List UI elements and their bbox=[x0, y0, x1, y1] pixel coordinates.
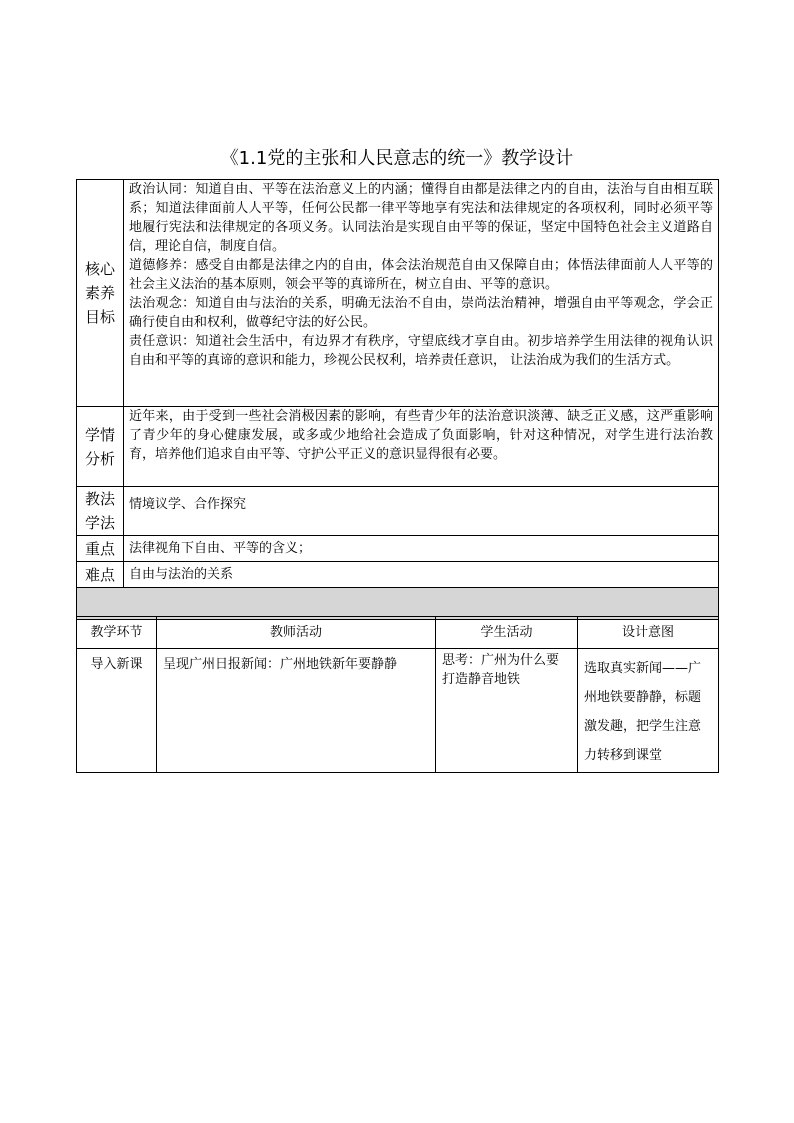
header-teacher: 教师活动 bbox=[157, 617, 436, 649]
learner-analysis-label: 学情 分析 bbox=[77, 407, 124, 487]
learner-analysis-content: 近年来，由于受到一些社会消极因素的影响，有些青少年的法治意识淡薄、缺乏正义感，这严重影响了青少年的身心健康发展，或多或少地给社会造成了负面影响，针对这种情况，对学生进行法治教育，培养他们追求自由平等、守护公平正义的意识显得很有必要。 bbox=[124, 407, 719, 487]
page-title: 《1.1党的主张和人民意志的统一》教学设计 bbox=[220, 148, 574, 169]
method-row bbox=[77, 487, 719, 536]
gray-divider bbox=[77, 588, 719, 620]
key-point-row bbox=[77, 536, 719, 562]
table-row bbox=[77, 649, 719, 773]
header-stage: 教学环节 bbox=[77, 617, 157, 649]
activities-header-row bbox=[77, 617, 719, 649]
student-activity-cell: 思考：广州为什么要打造静音地铁 bbox=[436, 649, 578, 773]
teaching-design-table bbox=[76, 179, 719, 620]
design-intent-cell: 选取真实新闻——广州地铁要静静，标题激发趣，把学生注意力转移到课堂 bbox=[578, 649, 719, 773]
difficult-point-content: 自由与法治的关系 bbox=[124, 562, 719, 588]
header-intent: 设计意图 bbox=[578, 617, 719, 649]
core-literacy-label: 核心 素养 目标 bbox=[77, 180, 124, 407]
teacher-activity-cell: 呈现广州日报新闻：广州地铁新年要静静 bbox=[157, 649, 436, 773]
rule-of-law-text: 法治观念：知道自由与法治的关系，明确无法治不自由，崇尚法治精神，增强自由平等观念，学会正确行使自由和权利，做尊纪守法的好公民。 bbox=[129, 296, 713, 330]
key-point-content: 法律视角下自由、平等的含义； bbox=[124, 536, 719, 562]
method-label: 教法 学法 bbox=[77, 487, 124, 536]
key-point-label: 重点 bbox=[77, 536, 124, 562]
stage-cell: 导入新课 bbox=[77, 649, 157, 773]
moral-cultivation-text: 道德修养：感受自由都是法律之内的自由，体会法治规范自由又保障自由；体悟法律面前人人平等的社会主义法治的基本原则，领会平等的真谛所在，树立自由、平等的意识。 bbox=[129, 258, 713, 292]
responsibility-text: 责任意识：知道社会生活中，有边界才有秩序，守望底线才享自由。初步培养学生用法律的视角认识自由和平等的真谛的意识和能力，珍视公民权利，培养责任意识， 让法治成为我们的生活方式。 bbox=[129, 334, 713, 368]
difficult-point-label: 难点 bbox=[77, 562, 124, 588]
core-literacy-row bbox=[77, 180, 719, 407]
gray-divider-row bbox=[77, 588, 719, 620]
learner-analysis-row bbox=[77, 407, 719, 487]
difficult-point-row bbox=[77, 562, 719, 588]
activities-table bbox=[76, 616, 719, 773]
core-literacy-content bbox=[124, 180, 719, 407]
political-identity-text: 政治认同：知道自由、平等在法治意义上的内涵；懂得自由都是法律之内的自由，法治与自由相互联系；知道法律面前人人平等，任何公民都一律平等地享有宪法和法律规定的各项权利，同时必须平等地履行宪法和法律规定的各项义务。认同法治是实现自由平等的保证，坚定中国特色社会主义道路自信，理论自信，制度自信。 bbox=[129, 182, 713, 254]
method-content: 情境议学、合作探究 bbox=[124, 487, 719, 536]
header-student: 学生活动 bbox=[436, 617, 578, 649]
